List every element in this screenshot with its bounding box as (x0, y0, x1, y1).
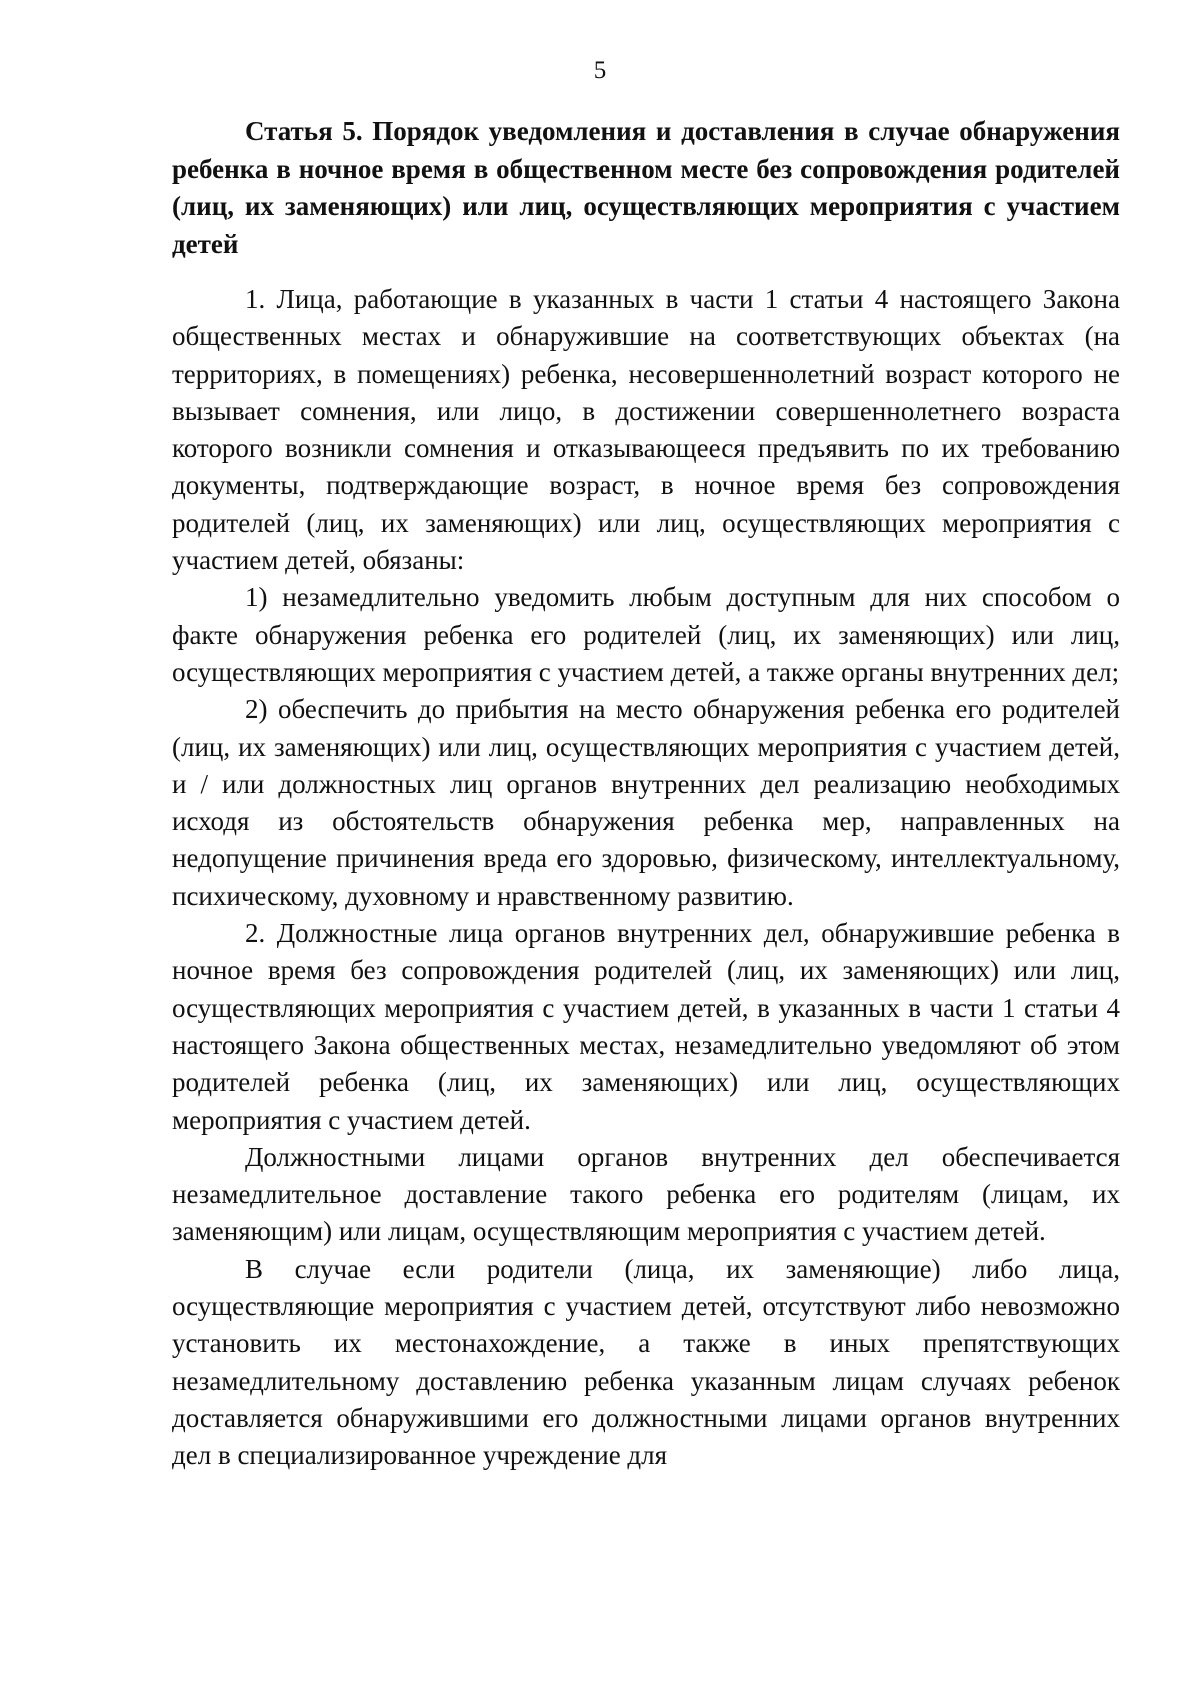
article-heading: Статья 5. Порядок уведомления и доставления в случае обнаружения ребенка в ночное время в общественном месте без сопровождения родителей (лиц, их заменяющих) или лиц, осуществляющих мероприятия с участием детей (172, 116, 1120, 259)
paragraph-part-1: 1. Лица, работающие в указанных в части 1 статьи 4 настоящего Закона общественных местах и обнаружившие на соответствующих объектах (на территориях, в помещениях) ребенка, несовершеннолетний возраст которого не вызывает сомнения, или лицо, в достижении совершеннолетнего возраста которого возникли сомнения и отказывающееся предъявить по их требованию документы, подтверждающие возраст, в ночное время без сопровождения родителей (лиц, их заменяющих) или лиц, осуществляющих мероприятия с участием детей, обязаны: (172, 284, 1120, 576)
paragraph-part-2: 2. Должностные лица органов внутренних дел, обнаружившие ребенка в ночное время без сопровождения родителей (лиц, их заменяющих) или лиц, осуществляющих мероприятия с участием детей, в указанных в части 1 статьи 4 настоящего Закона общественных местах, незамедлительно уведомляют об этом родителей ребенка (лиц, их заменяющих) или лиц, осуществляющих мероприятия с участием детей. (172, 918, 1120, 1135)
paragraph-item-2: 2) обеспечить до прибытия на место обнаружения ребенка его родителей (лиц, их заменяющих) или лиц, осуществляющих мероприятия с участием детей, и / или должностных лиц органов внутренних дел реализацию необходимых исходя из обстоятельств обнаружения ребенка мер, направленных на недопущение причинения вреда его здоровью, физическому, интеллектуальному, психическому, духовному и нравственному развитию. (172, 694, 1120, 911)
paragraph-item-1: 1) незамедлительно уведомить любым доступным для них способом о факте обнаружения ребенка его родителей (лиц, их заменяющих) или лиц, осуществляющих мероприятия с участием детей, а также органы внутренних дел; (172, 582, 1120, 687)
page-number: 5 (593, 57, 607, 84)
document-body (172, 113, 1120, 1475)
paragraph-delivery: Должностными лицами органов внутренних дел обеспечивается незамедлительное доставление такого ребенка его родителям (лицам, их заменяющим) или лицам, осуществляющим мероприятия с участием детей. (172, 1141, 1120, 1247)
paragraph-absence-case: В случае если родители (лица, их заменяющие) либо лица, осуществляющие мероприятия с участием детей, отсутствуют либо невозможно установить их местонахождение, а также в иных препятствующих незамедлительному доставлению ребенка указанным лицам случаях ребенок доставляется обнаружившими его должностными лицами органов внутренних дел в специализированное учреждение для (172, 1253, 1120, 1471)
